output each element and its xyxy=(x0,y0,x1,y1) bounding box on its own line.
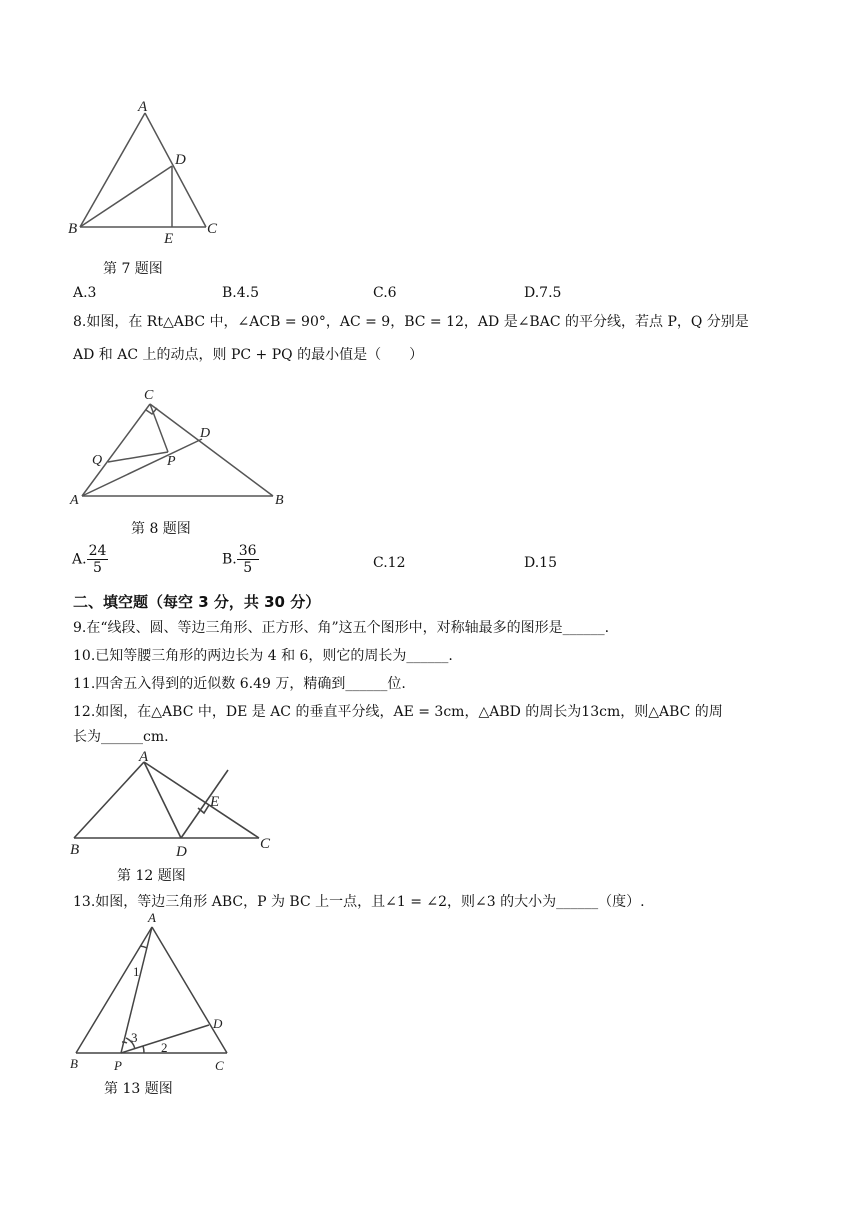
q7-option-a: A.3 xyxy=(73,285,97,301)
fig7-caption: 第 7 题图 xyxy=(103,261,163,277)
fig13-label-2: 2 xyxy=(161,1040,168,1055)
fig7-label-b: B xyxy=(68,221,78,237)
q8-option-d: D.15 xyxy=(524,555,557,571)
figure-7 xyxy=(60,95,240,250)
q7-option-b: B.4.5 xyxy=(222,285,260,301)
fig13-label-d: D xyxy=(213,1016,223,1031)
fig13-label-p: P xyxy=(114,1058,122,1073)
fig7-label-a: A xyxy=(138,99,148,115)
q8-option-a-fraction xyxy=(87,543,109,576)
q8-text-line2: AD 和 AC 上的动点，则 PC + PQ 的最小值是（ ） xyxy=(73,347,424,363)
q11-text: 11.四舍五入得到的近似数 6.49 万，精确到______位. xyxy=(73,676,406,692)
q7-option-d: D.7.5 xyxy=(524,285,562,301)
q8-text-line1: 8.如图，在 Rt△ABC 中，∠ACB = 90°，AC = 9，BC = 12，AD 是∠BAC 的平分线，若点 P，Q 分别是 xyxy=(73,314,749,330)
figure-12 xyxy=(62,748,282,860)
fig8-caption: 第 8 题图 xyxy=(131,521,191,537)
q8-option-a-numerator: 24 xyxy=(88,543,107,559)
fig8-label-b: B xyxy=(275,493,284,508)
fig12-label-c: C xyxy=(260,836,271,852)
q8-option-a-prefix: A. xyxy=(72,551,87,568)
figure-13 xyxy=(62,910,242,1075)
q8-option-b-fraction xyxy=(237,543,259,576)
fig7-label-d: D xyxy=(175,152,186,168)
fig12-label-d: D xyxy=(176,844,187,860)
q8-option-b-prefix: B. xyxy=(222,551,237,568)
q9-text: 9.在“线段、圆、等边三角形、正方形、角”这五个图形中，对称轴最多的图形是______. xyxy=(73,620,610,636)
fig8-label-p: P xyxy=(167,454,176,469)
fig8-label-a: A xyxy=(70,493,79,508)
fig13-label-a: A xyxy=(148,910,156,925)
figure-8 xyxy=(62,382,302,512)
q8-option-b xyxy=(222,543,259,576)
fig13-label-1: 1 xyxy=(133,964,140,979)
fig7-label-c: C xyxy=(207,221,218,237)
q8-option-b-numerator: 36 xyxy=(238,543,257,559)
fig12-label-a: A xyxy=(139,749,149,765)
fig12-caption: 第 12 题图 xyxy=(117,868,186,884)
q8-option-a-denominator: 5 xyxy=(93,560,102,576)
fig13-caption: 第 13 题图 xyxy=(104,1081,173,1097)
fig13-label-b: B xyxy=(70,1056,78,1071)
fig8-label-c: C xyxy=(144,388,154,403)
q10-text: 10.已知等腰三角形的两边长为 4 和 6，则它的周长为______. xyxy=(73,648,453,664)
q8-option-c: C.12 xyxy=(373,555,406,571)
fig7-label-e: E xyxy=(164,231,174,247)
section-2-heading: 二、填空题（每空 3 分，共 30 分） xyxy=(73,593,321,611)
q8-option-a xyxy=(72,543,108,576)
fig12-label-e: E xyxy=(210,794,220,810)
q12-text-line2: 长为______cm. xyxy=(73,729,169,745)
fig13-label-c: C xyxy=(215,1058,224,1073)
q8-option-b-denominator: 5 xyxy=(243,560,253,576)
fig12-label-b: B xyxy=(70,842,80,858)
q13-text: 13.如图，等边三角形 ABC，P 为 BC 上一点，且∠1 = ∠2，则∠3 的大小为______（度）. xyxy=(73,894,645,910)
fig13-label-3: 3 xyxy=(131,1030,138,1045)
q12-text-line1: 12.如图，在△ABC 中，DE 是 AC 的垂直平分线，AE = 3cm，△ABD 的周长为13cm，则△ABC 的周 xyxy=(73,704,723,720)
q7-option-c: C.6 xyxy=(373,285,397,301)
fig8-label-q: Q xyxy=(92,453,103,468)
fig8-label-d: D xyxy=(200,426,211,441)
